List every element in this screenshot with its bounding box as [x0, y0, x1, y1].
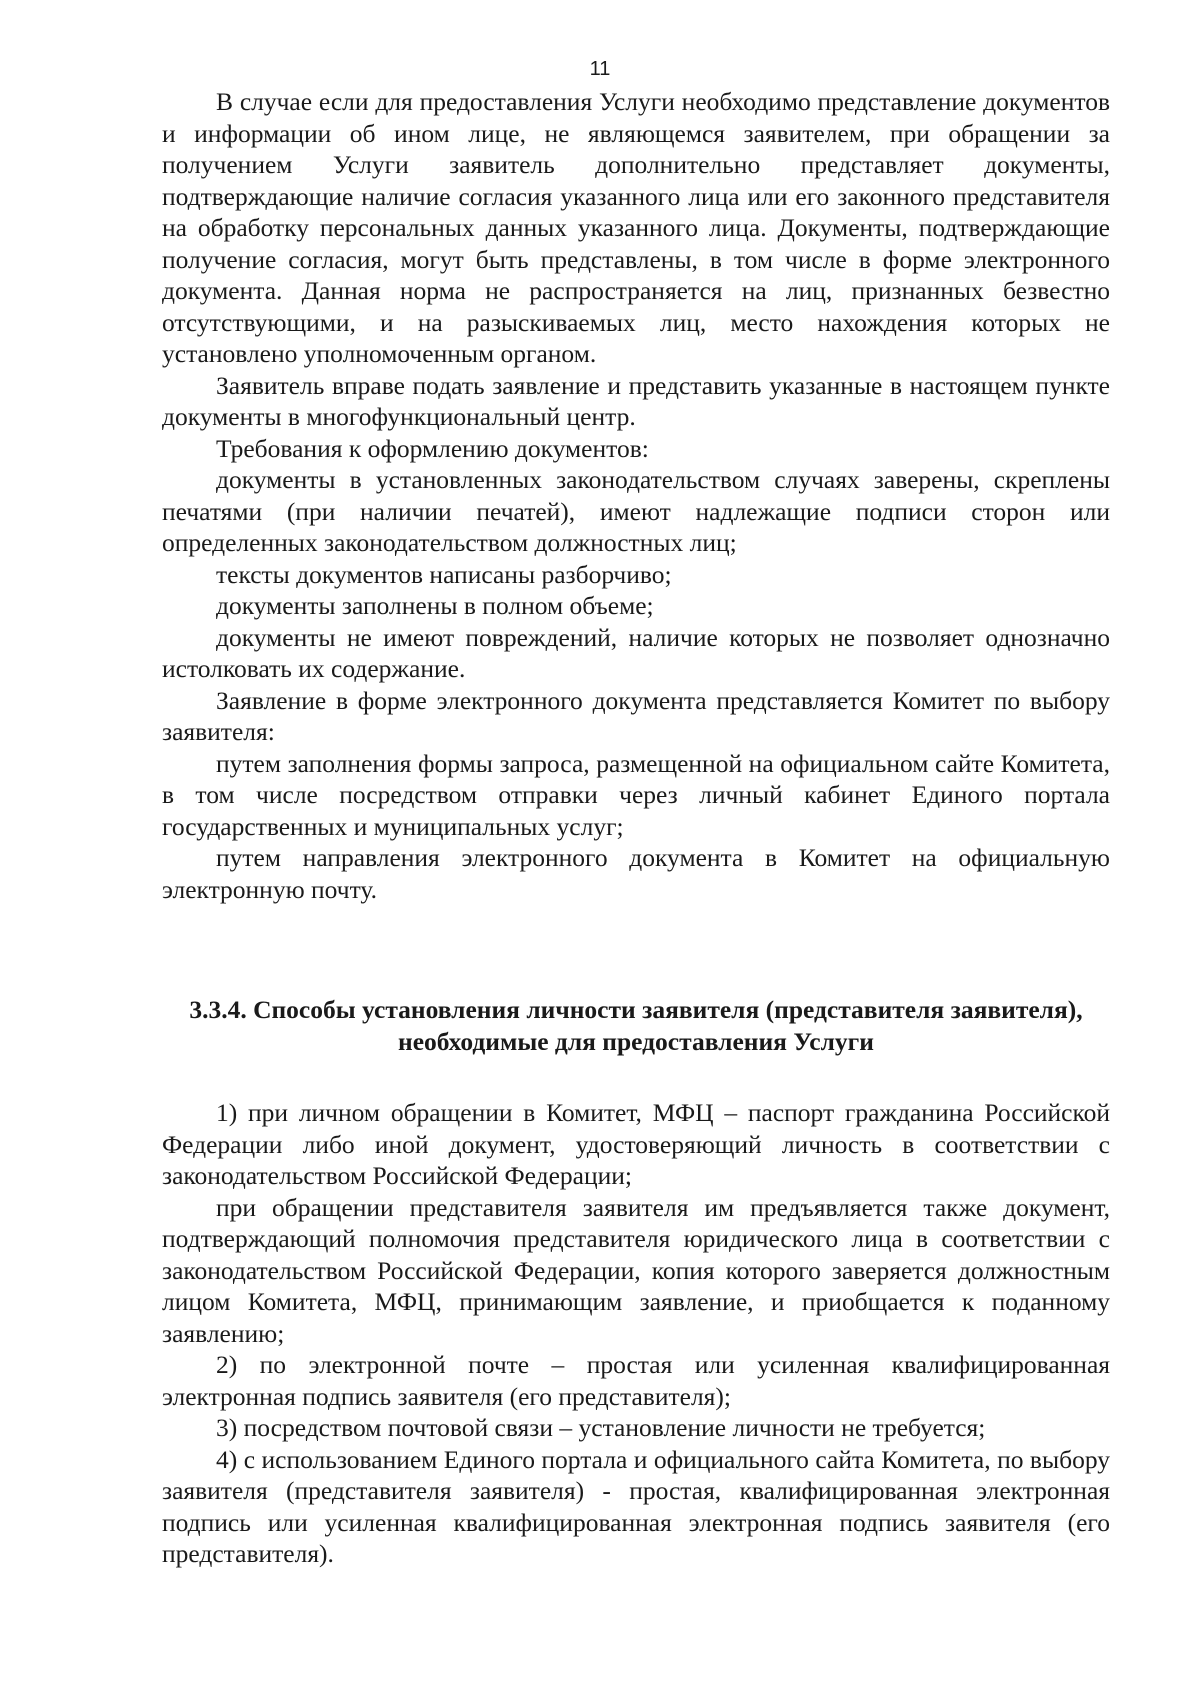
paragraph-email-signature: 2) по электронной почте – простая или усиленная квалифицированная электронная подпись заявителя (его представителя); [162, 1350, 1110, 1411]
paragraph-requirement-certified: документы в установленных законодательством случаях заверены, скреплены печатями (при наличии печатей), имеют надлежащие подписи сторон или определенных законодательством должностных лиц; [162, 465, 1110, 557]
paragraph-requirements-intro: Требования к оформлению документов: [216, 433, 649, 463]
paragraph-representative: при обращении представителя заявителя им предъявляется также документ, подтверждающий полномочия представителя юридического лица в соответствии с законодательством Российской Федерации, копия которого заверяется должностным лицом Комитета, МФЦ, принимающим заявление, и приобщается к поданному заявлению; [162, 1192, 1110, 1348]
paragraph-submit-to-mfc: Заявитель вправе подать заявление и представить указанные в настоящем пункте документы в многофункциональный центр. [162, 370, 1110, 431]
paragraph-online-form: путем заполнения формы запроса, размещенной на официальном сайте Комитета, в том числе посредством отправки через личный кабинет Единого портала государственных и муниципальных услуг; [162, 748, 1110, 841]
section-heading: 3.3.4. Способы установления личности заявителя (представителя заявителя), необходимые для предоставления Услуги [189, 995, 1083, 1056]
paragraph-other-person-documents: В случае если для предоставления Услуги необходимо представление документов и информации об ином лице, не являющемся заявителем, при обращении за получением Услуги заявитель дополнительно представляет документы, подтверждающие наличие согласия указанного лица или его законного представителя на обработку персональных данных указанного лица. Документы, подтверждающие получение согласия, могут быть представлены, в том числе в форме электронного документа. Данная норма не распространяется на лиц, признанных безвестно отсутствующими, и на разыскиваемых лиц, место нахождения которых не установлено уполномоченным органом. [162, 87, 1110, 368]
paragraph-requirement-legible: тексты документов написаны разборчиво; [216, 559, 672, 589]
paragraph-postal: 3) посредством почтовой связи – установление личности не требуется; [216, 1413, 986, 1442]
paragraph-requirement-undamaged: документы не имеют повреждений, наличие которых не позволяет однозначно истолковать их содержание. [162, 622, 1110, 683]
paragraph-in-person: 1) при личном обращении в Комитет, МФЦ – паспорт гражданина Российской Федерации либо иной документ, удостоверяющий личность в соответствии с законодательством Российской Федерации; [162, 1098, 1110, 1190]
paragraph-electronic-application: Заявление в форме электронного документа представляется Комитет по выбору заявителя: [162, 685, 1110, 746]
page-number: 11 [589, 58, 611, 80]
paragraph-requirement-complete: документы заполнены в полном объеме; [216, 591, 654, 620]
section-text-block [162, 1097, 1110, 1570]
main-text-block [162, 86, 1110, 905]
paragraph-portal-signature: 4) с использованием Единого портала и официального сайта Комитета, по выбору заявителя (представителя заявителя) - простая, квалифицированная электронная подпись или усиленная квалифицированная электронная подпись заявителя (его представителя). [162, 1444, 1110, 1568]
paragraph-email-submission: путем направления электронного документа в Комитет на официальную электронную почту. [162, 843, 1110, 904]
